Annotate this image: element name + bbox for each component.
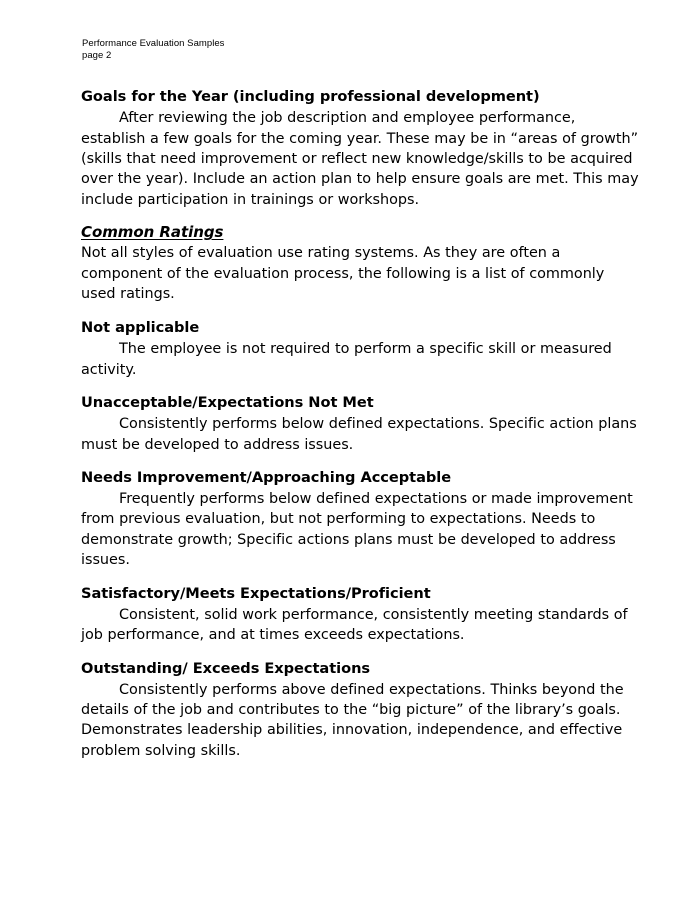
section-body-common-ratings: Not all styles of evaluation use rating systems. As they are often a component of the evaluation process, the following is a list of commonly used ratings. xyxy=(81,245,605,303)
section-heading-satisfactory-meets-expectations-proficient: Satisfactory/Meets Expectations/Proficient xyxy=(81,584,431,602)
section-heading-unacceptable-expectations-not-met: Unacceptable/Expectations Not Met xyxy=(81,394,374,412)
section-satisfactory-meets-expectations-proficient xyxy=(81,584,641,646)
section-heading-outstanding-exceeds-expectations: Outstanding/ Exceeds Expectations xyxy=(81,659,371,677)
section-outstanding-exceeds-expectations xyxy=(81,659,641,762)
running-header xyxy=(82,38,641,61)
section-body-not-applicable: The employee is not required to perform a specific skill or measured activity. xyxy=(81,341,612,378)
page-content xyxy=(81,38,641,761)
section-goals-for-the-year xyxy=(81,87,641,210)
section-body-needs-improvement-approaching-acceptable: Frequently performs below defined expectations or made improvement from previous evaluation, but not performing to expectations. Needs to demonstrate growth; Specific actions plans must be developed to address issues. xyxy=(81,491,633,569)
section-body-goals-for-the-year: After reviewing the job description and employee performance, establish a few goals for the coming year. These may be in “areas of growth” (skills that need improvement or reflect new knowledge/skills to be acquired over the year). Include an action plan to help ensure goals are met. This may include participation in trainings or workshops. xyxy=(81,110,639,208)
section-body-unacceptable-expectations-not-met: Consistently performs below defined expectations. Specific action plans must be developed to address issues. xyxy=(81,416,637,453)
section-heading-not-applicable: Not applicable xyxy=(81,319,200,337)
section-heading-common-ratings: Common Ratings xyxy=(81,223,224,242)
section-body-satisfactory-meets-expectations-proficient: Consistent, solid work performance, consistently meeting standards of job performance, and at times exceeds expectations. xyxy=(81,606,628,644)
section-unacceptable-expectations-not-met xyxy=(81,393,641,455)
running-header-title: Performance Evaluation Samples xyxy=(82,38,225,49)
section-heading-needs-improvement-approaching-acceptable: Needs Improvement/Approaching Acceptable xyxy=(81,469,452,487)
section-common-ratings xyxy=(81,222,641,304)
running-header-page-number: page 2 xyxy=(82,49,112,61)
section-not-applicable xyxy=(81,318,641,380)
section-body-outstanding-exceeds-expectations: Consistently performs above defined expectations. Thinks beyond the details of the job and contributes to the “big picture” of the library’s goals. Demonstrates leadership abilities, innovation, independence, and effective problem solving skills. xyxy=(81,681,624,759)
section-needs-improvement-approaching-acceptable xyxy=(81,468,641,571)
section-heading-goals-for-the-year: Goals for the Year (including professional development) xyxy=(81,88,540,106)
